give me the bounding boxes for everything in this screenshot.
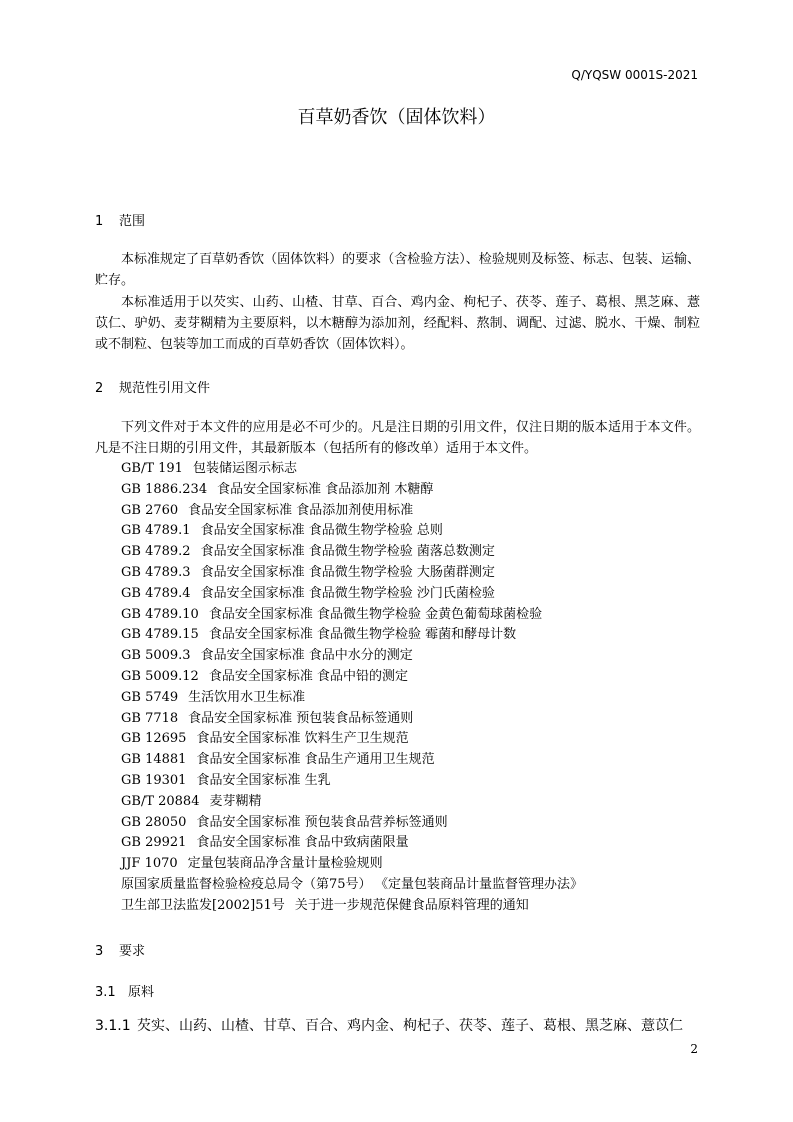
reference-code: GB 19301: [121, 772, 187, 788]
reference-item: [121, 480, 583, 501]
reference-code: GB/T 191: [121, 461, 183, 476]
reference-title: 定量包装商品净含量计量检验规则: [187, 856, 383, 872]
section-title: 原料: [128, 985, 155, 1000]
reference-item: [121, 667, 583, 688]
reference-item: [121, 584, 583, 605]
reference-code: GB 4789.1: [121, 523, 191, 539]
reference-item: [121, 833, 583, 854]
paragraph: 本标准适用于以芡实、山药、山楂、甘草、百合、鸡内金、枸杞子、茯苓、莲子、葛根、黑芝麻、薏苡仁、驴奶、麦芽糊精为主要原料，以木糖醇为添加剂，经配料、熬制、调配、过滤、脱水、干燥、制粒或不制粒、包装等加工而成的百草奶香饮（固体饮料）。: [95, 295, 700, 352]
reference-item: [121, 459, 583, 480]
reference-title: 《定量包装商品计量监督管理办法》: [381, 876, 584, 892]
clause-3-1-1: [95, 1015, 683, 1035]
section-title: 规范性引用文件: [119, 381, 211, 396]
reference-code: GB 5009.12: [121, 668, 199, 684]
reference-code: GB 12695: [121, 731, 187, 747]
section-title: 范围: [119, 214, 146, 229]
reference-item: [121, 563, 583, 584]
document-title: 百草奶香饮（固体饮料）: [297, 107, 496, 128]
reference-code: GB 14881: [121, 752, 187, 768]
reference-item: [121, 729, 583, 750]
reference-item: [121, 813, 583, 834]
reference-title: 食品安全国家标准 食品微生物学检验 霉菌和酵母计数: [208, 627, 517, 643]
reference-title: 食品安全国家标准 食品中水分的测定: [200, 648, 413, 664]
clause-text: 芡实、山药、山楂、甘草、百合、鸡内金、枸杞子、茯苓、莲子、葛根、黑芝麻、薏苡仁: [137, 1018, 683, 1034]
reference-item: [121, 709, 583, 730]
reference-code: JJF 1070: [121, 856, 178, 872]
reference-item: [121, 646, 583, 667]
reference-item: [121, 896, 583, 917]
section-1-heading: [95, 210, 145, 229]
section-number: 2: [95, 381, 104, 396]
reference-item: [121, 854, 583, 875]
page-number: 2: [690, 1042, 698, 1056]
reference-code: GB 5749: [121, 689, 179, 705]
reference-title: 食品安全国家标准 预包装食品标签通则: [188, 710, 414, 726]
reference-title: 食品安全国家标准 食品微生物学检验 沙门氏菌检验: [200, 585, 495, 601]
section-3-1-heading: [95, 981, 154, 1000]
section-number: 1: [95, 214, 104, 229]
reference-code: GB 4789.2: [121, 544, 191, 560]
reference-title: 食品安全国家标准 生乳: [196, 772, 331, 788]
reference-title: 食品安全国家标准 食品中铅的测定: [208, 668, 408, 684]
reference-code: GB 29921: [121, 835, 187, 851]
reference-item: [121, 501, 583, 522]
section-number: 3: [95, 944, 104, 959]
clause-number: 3.1.1: [95, 1018, 131, 1034]
reference-title: 食品安全国家标准 预包装食品营养标签通则: [196, 814, 448, 830]
reference-title: 生活饮用水卫生标准: [188, 689, 306, 705]
reference-code: 卫生部卫法监发[2002]51号: [121, 897, 285, 913]
reference-code: GB 5009.3: [121, 648, 191, 664]
reference-code: GB 4789.10: [121, 606, 199, 622]
reference-title: 包装储运图示标志: [192, 461, 297, 476]
reference-item: [121, 771, 583, 792]
reference-item: [121, 792, 583, 813]
section-number: 3.1: [95, 985, 116, 1000]
reference-item: [121, 875, 583, 896]
reference-code: 原国家质量监督检验检疫总局令（第75号）: [121, 876, 372, 892]
reference-item: [121, 625, 583, 646]
reference-code: GB/T 20884: [121, 793, 200, 809]
reference-title: 食品安全国家标准 食品微生物学检验 菌落总数测定: [200, 544, 495, 560]
reference-title: 食品安全国家标准 食品添加剂 木糖醇: [217, 481, 434, 497]
standard-number: Q/YQSW 0001S-2021: [571, 68, 698, 82]
reference-code: GB 7718: [121, 710, 179, 726]
reference-title: 食品安全国家标准 食品中致病菌限量: [196, 835, 409, 851]
reference-code: GB 1886.234: [121, 481, 208, 497]
reference-code: GB 28050: [121, 814, 187, 830]
reference-code: GB 2760: [121, 502, 179, 518]
paragraph: 下列文件对于本文件的应用是必不可少的。凡是注日期的引用文件，仅注日期的版本适用于本文件。凡是不注日期的引用文件，其最新版本（包括所有的修改单）适用于本文件。: [95, 420, 700, 456]
reference-title: 食品安全国家标准 食品添加剂使用标准: [188, 502, 414, 518]
reference-title: 关于进一步规范保健食品原料管理的通知: [294, 897, 529, 913]
reference-item: [121, 542, 583, 563]
paragraph: 本标准规定了百草奶香饮（固体饮料）的要求（含检验方法）、检验规则及标签、标志、包装、运输、贮存。: [95, 252, 700, 288]
reference-code: GB 4789.4: [121, 585, 191, 601]
section-title: 要求: [119, 944, 146, 959]
reference-list: [121, 459, 583, 917]
reference-item: [121, 750, 583, 771]
reference-title: 食品安全国家标准 食品微生物学检验 金黄色葡萄球菌检验: [208, 606, 543, 622]
reference-title: 麦芽糊精: [209, 793, 262, 809]
reference-item: [121, 688, 583, 709]
reference-code: GB 4789.15: [121, 627, 199, 643]
reference-title: 食品安全国家标准 饮料生产卫生规范: [196, 731, 409, 747]
reference-title: 食品安全国家标准 食品微生物学检验 总则: [200, 523, 443, 539]
reference-code: GB 4789.3: [121, 564, 191, 580]
reference-title: 食品安全国家标准 食品微生物学检验 大肠菌群测定: [200, 564, 495, 580]
section-2-heading: [95, 377, 210, 396]
reference-item: [121, 605, 583, 626]
section-3-heading: [95, 940, 145, 959]
reference-title: 食品安全国家标准 食品生产通用卫生规范: [196, 752, 435, 768]
reference-item: [121, 521, 583, 542]
